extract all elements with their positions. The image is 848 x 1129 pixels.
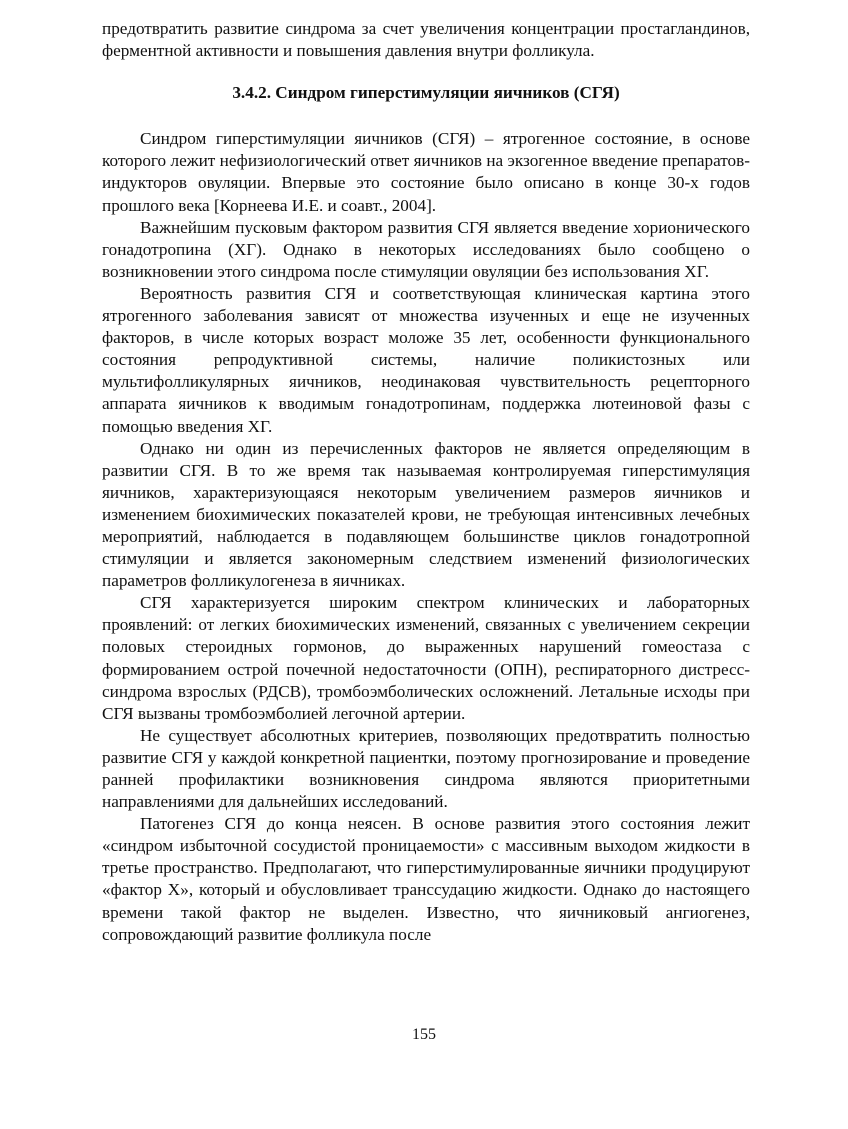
paragraph-1: Синдром гиперстимуляции яичников (СГЯ) – ятрогенное состояние, в основе которого лежит нефизиологический ответ яичников на экзогенное введение препаратов-индукторов овуляции. Впервые это состояние было описано в конце 30-х годов прошлого века [Корнеева И.Е. и соавт., 2004].	[102, 129, 750, 215]
book-page	[102, 18, 750, 946]
paragraph-2: Важнейшим пусковым фактором развития СГЯ является введение хорионического гонадотропина (ХГ). Однако в некоторых исследованиях было сообщено о возникновении этого синдрома после стимуляции овуляции без использования ХГ.	[102, 217, 750, 281]
paragraph-5: СГЯ характеризуется широким спектром клинических и лабораторных проявлений: от легких биохимических изменений, связанных с увеличением секреции половых стероидных гормонов, до выраженных нарушений гомеостаза с формированием острой почечной недостаточности (ОПН), респираторного дистресс-синдрома взрослых (РДСВ), тромбоэмболических осложнений. Летальные исходы при СГЯ вызваны тромбоэмболией легочной артерии.	[102, 593, 750, 723]
paragraph-6: Не существует абсолютных критериев, позволяющих предотвратить полностью развитие СГЯ у каждой конкретной пациентки, поэтому прогнозирование и проведение ранней профилактики возникновения синдрома являются приоритетными направлениями для дальнейших исследований.	[102, 725, 750, 812]
paragraph-3: Вероятность развития СГЯ и соответствующая клиническая картина этого ятрогенного заболевания зависят от множества изученных и еще не изученных факторов, в числе которых возраст моложе 35 лет, особенности функционального состояния репродуктивной системы, наличие поликистозных или мультифолликулярных яичников, неодинаковая чувствительность рецепторного аппарата яичников к вводимым гонадотропинам, поддержка лютеиновой фазы с помощью введения ХГ.	[102, 283, 750, 436]
paragraph-7: Патогенез СГЯ до конца неясен. В основе развития этого состояния лежит «синдром избыточной сосудистой проницаемости» с массивным выходом жидкости в третье пространство. Предполагают, что гиперстимулированные яичники продуцируют «фактор Х», который и обусловливает транссудацию жидкости. Однако до настоящего времени такой фактор не выделен. Известно, что яичниковый ангиогенез, сопровождающий развитие фолликула после	[102, 814, 750, 944]
paragraph-4: Однако ни один из перечисленных факторов не является определяющим в развитии СГЯ. В то же время так называемая контролируемая гиперстимуляция яичников, характеризующаяся некоторым увеличением размеров яичников и изменением биохимических показателей крови, не требующая интенсивных лечебных мероприятий, наблюдается в подавляющем большинстве циклов гонадотропной стимуляции и является закономерным следствием изменений физиологических параметров фолликулогенеза в яичниках.	[102, 438, 750, 591]
continuation-paragraph: предотвратить развитие синдрома за счет увеличения концентрации простагландинов, ферментной активности и повышения давления внутри фолликула.	[102, 19, 750, 61]
section-heading: 3.4.2. Синдром гиперстимуляции яичников (СГЯ)	[232, 83, 620, 103]
page-number: 155	[412, 1026, 436, 1043]
